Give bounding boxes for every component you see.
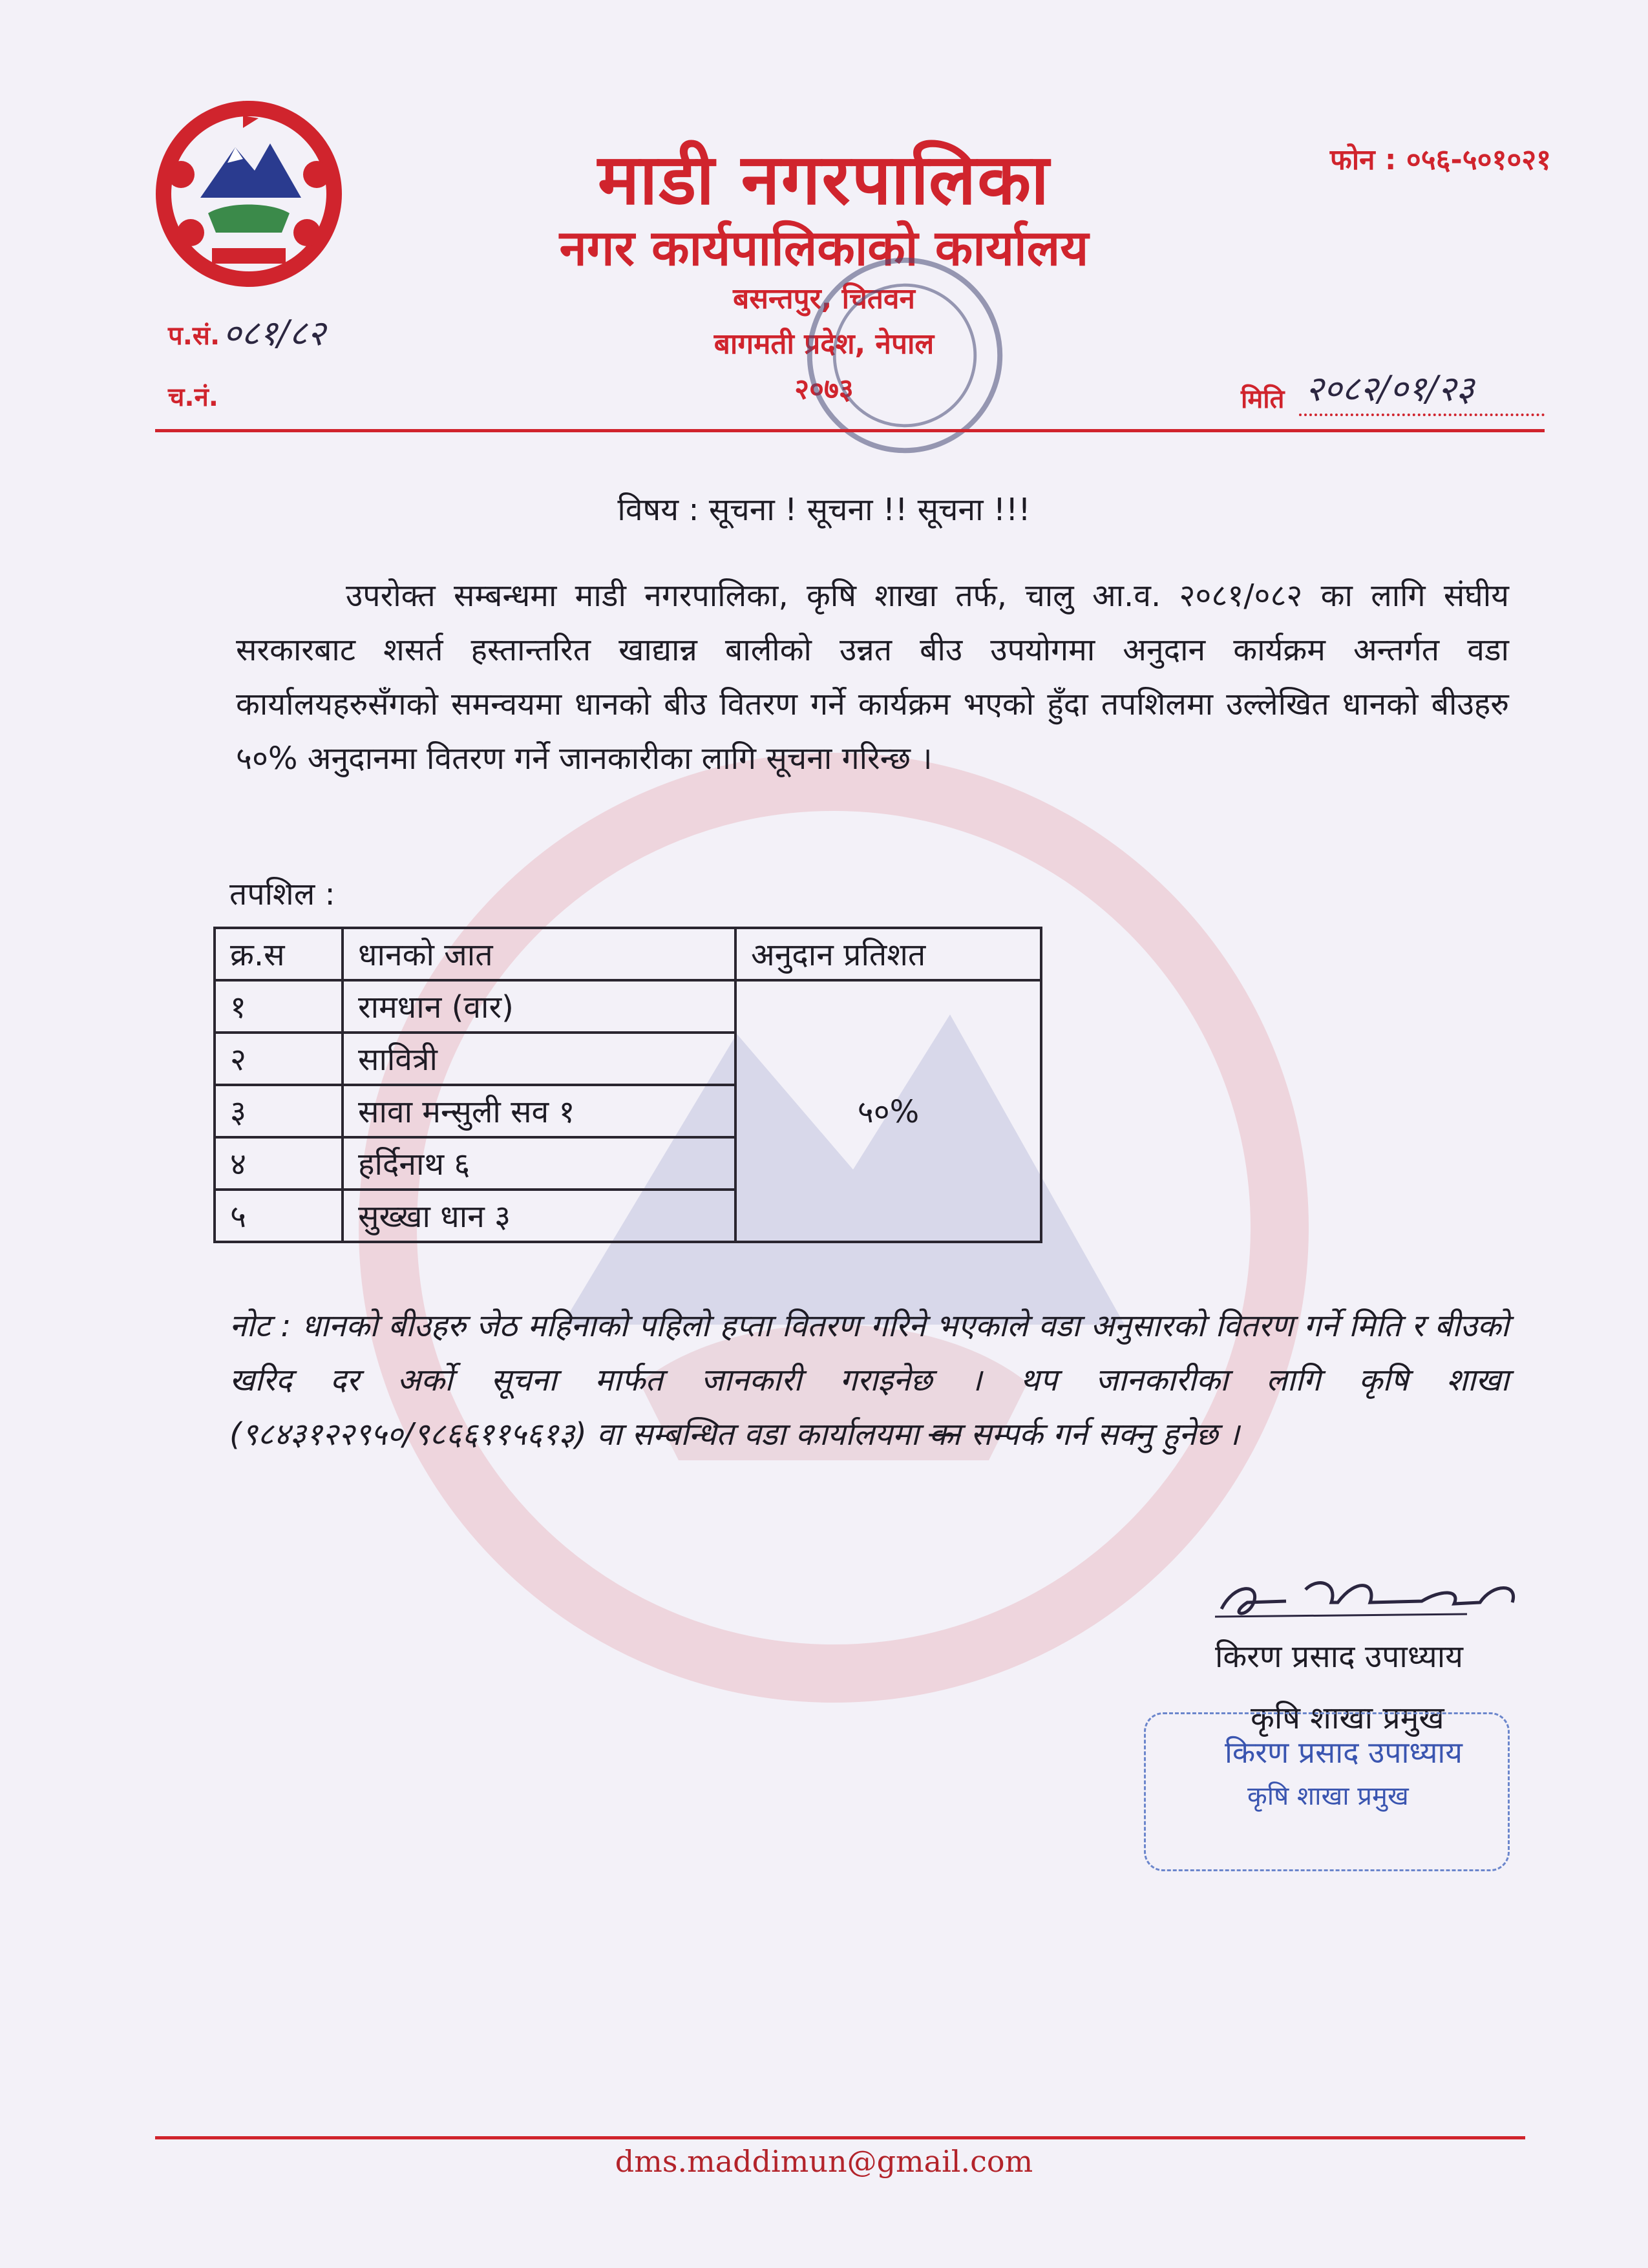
column-header-sn: क्र.स [215, 928, 343, 980]
subject-line: विषय : सूचना ! सूचना !! सूचना !!! [617, 492, 1031, 528]
date-label: मिति [1241, 384, 1285, 414]
column-header-variety: धानको जात [343, 928, 735, 980]
date-underline [1299, 414, 1545, 416]
note-struck-word: का [929, 1416, 961, 1453]
table-header-row [215, 928, 1041, 980]
row-variety: रामधान (वार) [343, 980, 735, 1033]
address-line-2: बागमती प्रदेश, नेपाल [713, 328, 935, 361]
row-variety: सावित्री [343, 1033, 735, 1085]
row-variety: सावा मन्सुली सव १ [343, 1085, 735, 1137]
address-line-3: २०७३ [794, 373, 854, 406]
row-sn: ३ [215, 1085, 343, 1137]
column-header-subsidy: अनुदान प्रतिशत [735, 928, 1041, 980]
row-sn: २ [215, 1033, 343, 1085]
seed-variety-table [213, 927, 1042, 1243]
table-caption: तपशिल : [229, 876, 335, 912]
table-row [215, 980, 1041, 1033]
handwritten-signature [1209, 1564, 1545, 1635]
reference-label: प.सं. [168, 321, 220, 351]
date-value: २०८२/०१/२३ [1305, 368, 1475, 409]
signatory-title: कृषि शाखा प्रमुख [1251, 1700, 1444, 1736]
body-paragraph: उपरोक्त सम्बन्धमा माडी नगरपालिका, कृषि शाखा तर्फ, चालु आ.व. २०८१/०८२ का लागि संघीय सरकारबाट शसर्त हस्तान्तरित खाद्यान्न बालीको उन्नत बीउ उपयोगमा अनुदान कार्यक्रम अन्तर्गत वडा कार्यालयहरुसँगको समन्वयमा धानको बीउ वितरण गर्ने कार्यक्रम भएको हुँदा तपशिलमा उल्लेखित धानको बीउहरु ५०% अनुदानमा वितरण गर्ने जानकारीका लागि सूचना गरिन्छ । [236, 578, 1509, 777]
stamp-title: कृषि शाखा प्रमुख [1247, 1781, 1409, 1811]
row-sn: ५ [215, 1190, 343, 1242]
note-text-end: सम्पर्क गर्न सक्नु हुनेछ । [960, 1416, 1240, 1453]
row-variety: सुख्खा धान ३ [343, 1190, 735, 1242]
note-text: नोट : धानको बीउहरु जेठ महिनाको पहिलो हप्ता वितरण गरिने भएकाले वडा अनुसारको वितरण गर्ने मिति र बीउको खरिद दर अर्को सूचना मार्फत जानकारी गराइनेछ । थप जानकारीका लागि कृषि शाखा (९८४३१२२९५०/९८६६११५६१३) वा सम्बन्धित वडा कार्यालयमा [229, 1308, 1509, 1453]
footer-email: dms.maddimun@gmail.com [615, 2144, 1033, 2179]
stamp-name: किरण प्रसाद उपाध्याय [1225, 1735, 1463, 1770]
row-sn: ४ [215, 1137, 343, 1190]
office-round-seal [795, 252, 1015, 459]
row-variety: हर्दिनाथ ६ [343, 1137, 735, 1190]
subsidy-percent: ५०% [735, 980, 1041, 1242]
row-sn: १ [215, 980, 343, 1033]
header-divider [155, 429, 1545, 432]
org-name: माडी नगरपालिका [597, 140, 1051, 220]
footer-divider [155, 2136, 1525, 2139]
address-line-1: बसन्तपुर, चितवन [733, 282, 915, 315]
reference-number: ०८१/८२ [223, 313, 326, 353]
dispatch-label: च.नं. [168, 383, 218, 412]
phone-number: फोन : ०५६-५०१०२१ [1329, 143, 1551, 176]
note-paragraph [229, 1299, 1509, 1462]
signatory-name: किरण प्रसाद उपाध्याय [1215, 1639, 1463, 1675]
office-name: नगर कार्यपालिकाको कार्यालय [559, 219, 1089, 277]
